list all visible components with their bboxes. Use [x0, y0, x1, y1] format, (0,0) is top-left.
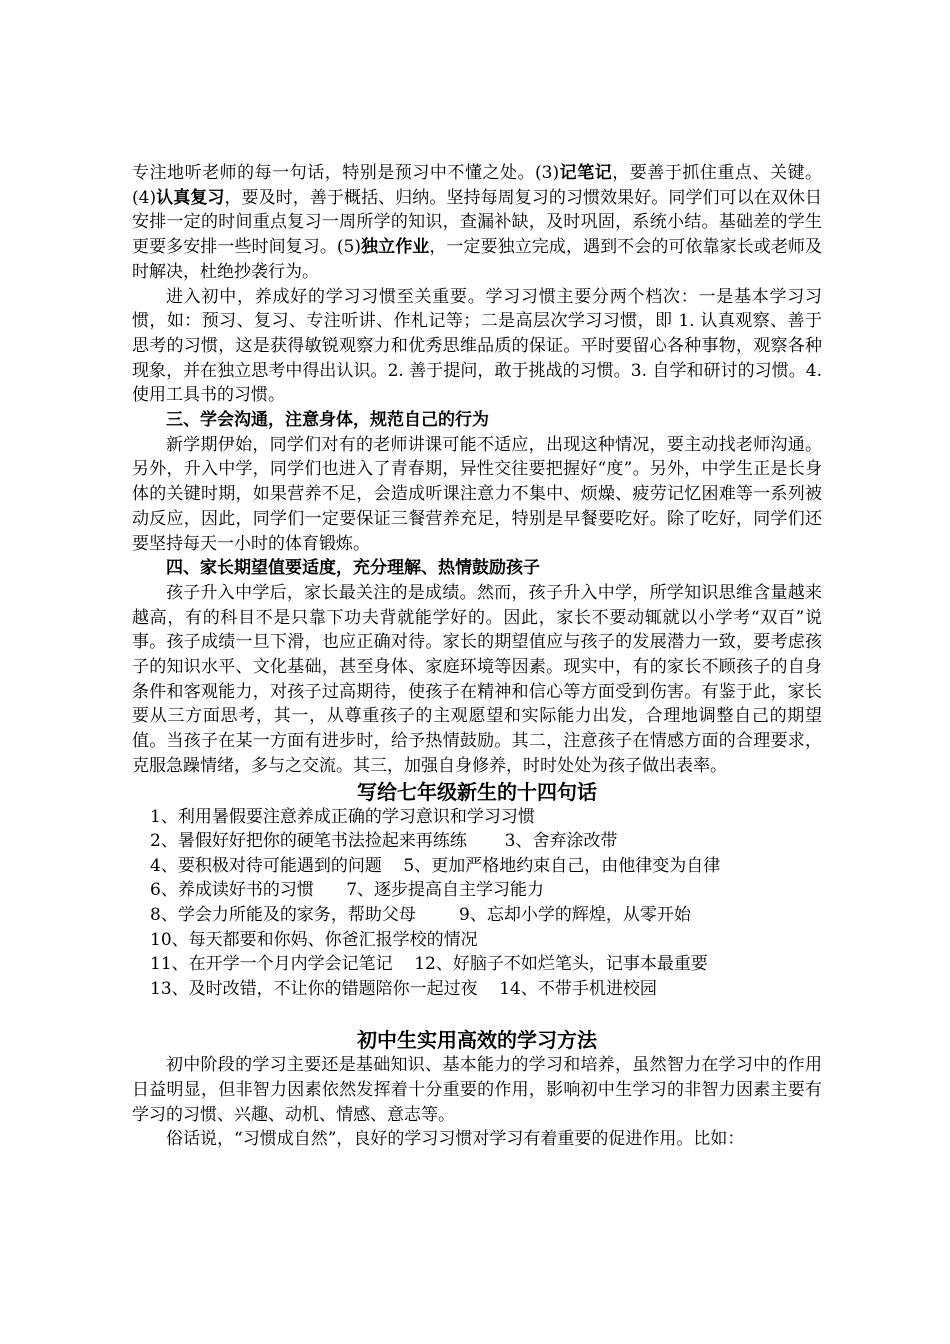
list-item: 6、养成读好书的习惯 7、逐步提高自主学习能力	[150, 880, 545, 901]
list-item: 1、利用暑假要注意养成正确的学习意识和学习习惯	[150, 806, 535, 827]
text-run: 专注地听老师的每一句话，特别是预习中不懂之处。(3)	[132, 163, 560, 183]
bold-term-note-taking: 记笔记	[559, 163, 613, 183]
spacer	[132, 1001, 822, 1027]
list-item: 11、在开学一个月内学会记笔记 12、好脑子不如烂笔头，记事本最重要	[150, 954, 708, 975]
list-item: 13、及时改错，不让你的错题陪你一起过夜 14、不带手机进校园	[150, 978, 657, 999]
paragraph-parent-expectations: 孩子升入中学后，家长最关注的是成绩。然而，孩子升入中学，所学知识思维含量越来越高，有的科目不是只靠下功夫背就能学好的。因此，家长不要动辄就以小学考“双百”说事。孩子成绩一旦下滑，也应正确对待。家长的期望值应与孩子的发展潜力一致，要考虑孩子的知识水平、文化基础，甚至身体、家庭环境等因素。现实中，有的家长不顾孩子的自身条件和客观能力，对孩子过高期待，使孩子在精神和信心等方面受到伤害。有鉴于此，家长要从三方面思考，其一，从尊重孩子的主观愿望和实际能力出发，合理地调整自己的期望值。当孩子在某一方面有进步时，给予热情鼓励。其二，注意孩子在情感方面的合理要求，克服急躁情绪，多与之交流。其三，加强自身修养，时时处处为孩子做出表率。	[132, 582, 822, 776]
section-heading-3: 三、学会沟通，注意身体，规范自己的行为	[166, 410, 489, 431]
paragraph-habit-proverb: 俗话说，“习惯成自然”，良好的学习习惯对学习有着重要的促进作用。比如：	[166, 1129, 745, 1150]
section-heading-4: 四、家长期望值要适度，充分理解、热情鼓励孩子	[166, 558, 540, 579]
text-run: ，要及时，善于概括、归纳。坚持每周复习的习惯效果好。同学们可以在双休日安排一定的时间重点复习一周所学的知识，查漏补缺，及时巩固，系统小结。基础差的学生更要多安排一些时间复习。(5)	[132, 187, 823, 258]
list-item: 2、暑假好好把你的硬笔书法捡起来再练练 3、舍弃涂改带	[150, 831, 618, 852]
title-fourteen-sentences: 写给七年级新生的十四句话	[357, 779, 597, 804]
title-study-methods: 初中生实用高效的学习方法	[357, 1028, 597, 1053]
paragraph-study-habits-detail	[132, 161, 822, 285]
bold-term-review: 认真复习	[156, 187, 225, 208]
list-item: 4、要积极对待可能遇到的问题 5、更加严格地约束自己，由他律变为自律	[150, 855, 721, 876]
paragraph-non-intelligence-factors: 初中阶段的学习主要还是基础知识、基本能力的学习和培养，虽然智力在学习中的作用日益明显，但非智力因素依然发挥着十分重要的作用，影响初中生学习的非智力因素主要有学习的习惯、兴趣、动机、情感、意志等。	[132, 1055, 822, 1125]
fourteen-sentences-list	[132, 805, 822, 1002]
paragraph-communication: 新学期伊始，同学们对有的老师讲课可能不适应，出现这种情况，要主动找老师沟通。另外，升入中学，同学们也进入了青春期，异性交往要把握好“度”。另外，中学生正是长身体的关键时期，如果营养不足，会造成听课注意力不集中、烦燥、疲劳记忆困难等一系列被动反应，因此，同学们一定要保证三餐营养充足，特别是早餐要吃好。除了吃好，同学们还要坚持每天一小时的体育锻炼。	[132, 434, 822, 554]
text-run: ，要善于抓住重点、关键。(4)	[132, 163, 823, 208]
paragraph-habit-levels: 进入初中，养成好的学习习惯至关重要。学习习惯主要分两个档次：一是基本学习习惯，如：预习、复习、专注听讲、作札记等；二是高层次学习习惯，即 1. 认真观察、善于思考的习惯，这是获得敏锐观察力和优秀思维品质的保证。平时要留心各种事物，观察各种现象，并在独立思考中得出认识。2. 善于提问，敢于挑战的习惯。3. 自学和研讨的习惯。4. 使用工具书的习惯。	[132, 286, 822, 406]
bold-term-independent-homework: 独立作业	[360, 237, 430, 258]
text-run: ，一定要独立完成，遇到不会的可依靠家长或老师及时解决，杜绝抄袭行为。	[132, 237, 822, 282]
list-item: 10、每天都要和你妈、你爸汇报学校的情况	[150, 929, 478, 950]
list-item: 8、学会力所能及的家务，帮助父母 9、忘却小学的辉煌，从零开始	[150, 904, 691, 925]
document-page	[132, 161, 822, 1152]
